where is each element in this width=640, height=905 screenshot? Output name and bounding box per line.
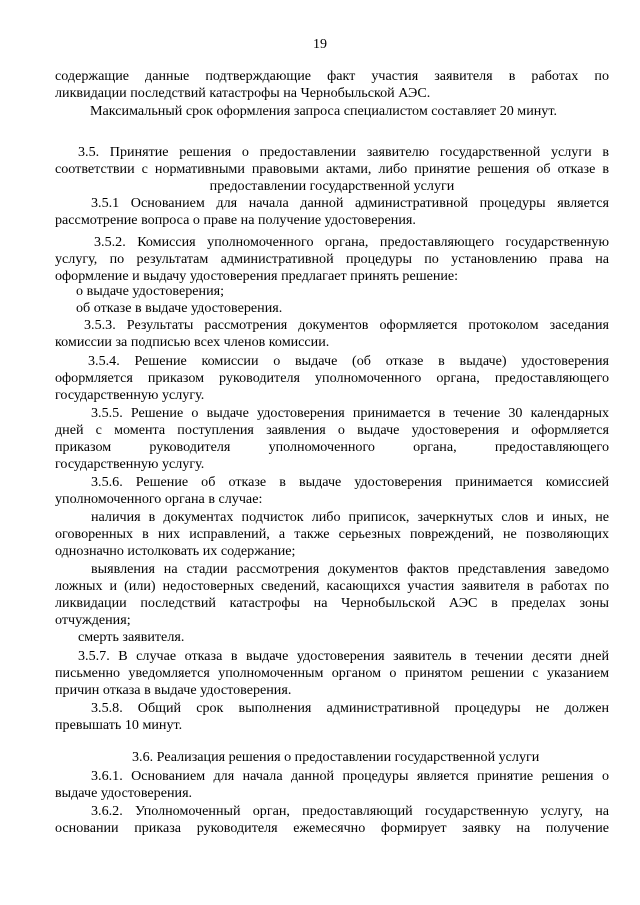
text-line: выдаче удостоверения. bbox=[55, 785, 193, 801]
list-item: об отказе в выдаче удостоверения. bbox=[76, 300, 283, 316]
section-heading: 3.6. Реализация решения о предоставлении государственной услуги bbox=[132, 749, 540, 765]
text-line: дней с момента поступления заявления о выдаче удостоверения и оформляется bbox=[55, 422, 609, 438]
text-line: 3.5.1 Основанием для начала данной административной процедуры является bbox=[91, 195, 609, 211]
text-line: государственную услугу. bbox=[55, 387, 205, 403]
text-line: 3.5.2. Комиссия уполномоченного органа, предоставляющего государственную bbox=[94, 234, 609, 250]
text-line: ложных и (или) недостоверных сведений, касающихся участия заявителя в работах по bbox=[55, 578, 609, 594]
text-line: 3.5.5. Решение о выдаче удостоверения принимается в течение 30 календарных bbox=[91, 405, 609, 421]
text-line: рассмотрение вопроса о праве на получение удостоверения. bbox=[55, 212, 416, 228]
text-line: ликвидации последствий катастрофы на Чернобыльской АЭС. bbox=[55, 85, 431, 101]
text-line: однозначно истолковать их содержание; bbox=[55, 543, 296, 559]
text-line: услугу, по результатам административной процедуры по установлению права на bbox=[55, 251, 609, 267]
text-line: письменно уведомляется уполномоченным органом о принятом решении с указанием bbox=[55, 665, 609, 681]
page-number: 19 bbox=[313, 37, 327, 52]
text-line: 3.6.2. Уполномоченный орган, предоставляющий государственную услугу, на bbox=[91, 803, 609, 819]
text-line: 3.5.6. Решение об отказе в выдаче удостоверения принимается комиссией bbox=[91, 474, 609, 490]
section-heading: соответствии с нормативными правовыми актами, либо принятие решения об отказе в bbox=[55, 161, 609, 177]
text-line: оформление и выдачу удостоверения предлагает принять решение: bbox=[55, 268, 459, 284]
section-heading: 3.5. Принятие решения о предоставлении заявителю государственной услуги в bbox=[78, 144, 609, 160]
section-heading: предоставлении государственной услуги bbox=[209, 178, 455, 194]
text-line: 3.6.1. Основанием для начала данной процедуры является принятие решения о bbox=[91, 768, 609, 784]
text-line: уполномоченного органа в случае: bbox=[55, 491, 263, 507]
text-line: государственную услугу. bbox=[55, 456, 205, 472]
text-line: 3.5.3. Результаты рассмотрения документов оформляется протоколом заседания bbox=[84, 317, 609, 333]
text-line: 3.5.8. Общий срок выполнения административной процедуры не должен bbox=[91, 700, 609, 716]
text-line: приказом руководителя уполномоченного органа, предоставляющего bbox=[55, 439, 609, 455]
text-line: Максимальный срок оформления запроса специалистом составляет 20 минут. bbox=[90, 103, 557, 119]
list-item: о выдаче удостоверения; bbox=[76, 283, 225, 299]
text-line: отчуждения; bbox=[55, 612, 131, 628]
text-line: оговоренных в них исправлений, а также серьезных повреждений, не позволяющих bbox=[55, 526, 609, 542]
text-line: основании приказа руководителя ежемесячно формирует заявку на получение bbox=[55, 820, 609, 836]
text-line: 3.5.4. Решение комиссии о выдаче (об отказе в выдаче) удостоверения bbox=[88, 353, 609, 369]
text-line: превышать 10 минут. bbox=[55, 717, 183, 733]
text-line: комиссии за подписью всех членов комиссии. bbox=[55, 334, 330, 350]
text-line: 3.5.7. В случае отказа в выдаче удостоверения заявитель в течении десяти дней bbox=[78, 648, 609, 664]
list-item: смерть заявителя. bbox=[78, 629, 185, 645]
list-item: выявления на стадии рассмотрения документов фактов представления заведомо bbox=[91, 561, 609, 577]
text-line: оформляется приказом руководителя уполномоченного органа, предоставляющего bbox=[55, 370, 609, 386]
list-item: наличия в документах подчисток либо приписок, зачеркнутых слов и иных, не bbox=[91, 509, 609, 525]
text-line: причин отказа в выдаче удостоверения. bbox=[55, 682, 292, 698]
text-line: ликвидации последствий катастрофы на Чернобыльской АЭС в пределах зоны bbox=[55, 595, 609, 611]
text-line: содержащие данные подтверждающие факт участия заявителя в работах по bbox=[55, 68, 609, 84]
